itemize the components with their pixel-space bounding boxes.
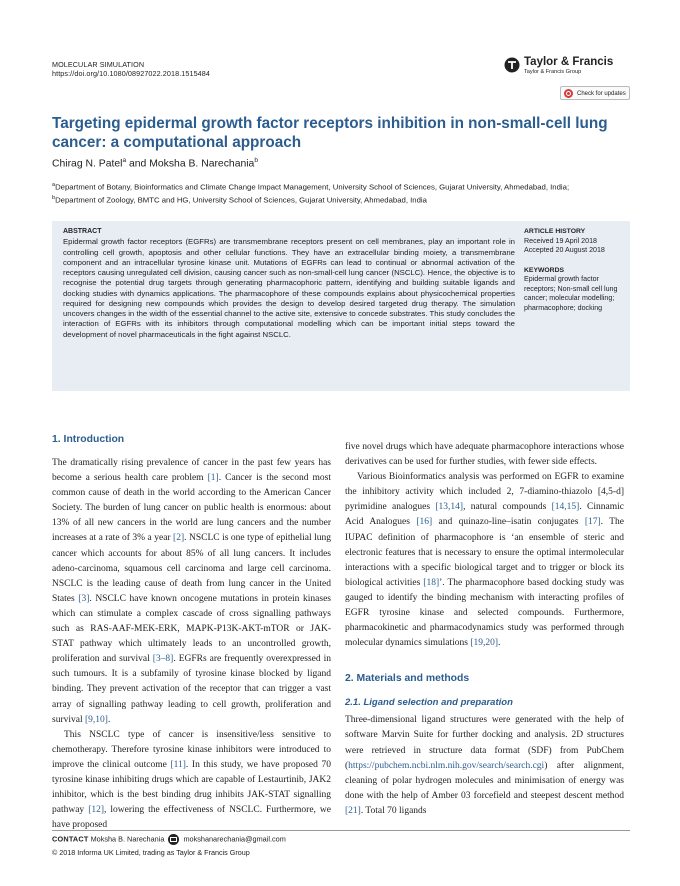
affiliation-text: Department of Botany, Bioinformatics and Climate Change Impact Management, University School of Sciences, Gujarat University, Ahmedabad, India;	[55, 182, 570, 192]
text-run: .	[498, 638, 501, 649]
publisher-logo	[504, 56, 634, 78]
citation-link[interactable]: [1]	[207, 473, 219, 484]
subsection-heading-ligand: 2.1. Ligand selection and preparation	[345, 697, 513, 709]
citation-link[interactable]: [14,15]	[551, 502, 580, 513]
right-column	[345, 440, 624, 819]
text-run: , natural compounds	[463, 502, 552, 513]
citation-link[interactable]: [19,20]	[470, 638, 499, 649]
affiliations	[52, 180, 662, 206]
abstract-heading: ABSTRACT	[63, 228, 102, 235]
text-run: ’. The pharmacophore based docking study was gauged to identify the binding mechanism with interacting profiles of EGFR tyrosine kinase and selected compounds. Furthermore, pharmacokinetic and pharmacodynamics study was performed through molecular dynamics simulations	[345, 577, 624, 649]
citation-link[interactable]: [11]	[170, 759, 186, 770]
citation-link[interactable]: [18]	[423, 577, 440, 588]
check-updates-icon	[564, 89, 573, 98]
author-name[interactable]: Moksha B. Narechania	[149, 158, 255, 170]
section-heading-introduction: 1. Introduction	[52, 434, 125, 445]
text-run: . NSCLC is one type of epithelial lung cancer which accounts for about 85% of all lung cancers. It includes adeno-carcinoma, squamous cell carcinoma and large cell carcinoma. NSCLC is the leading cause of death from lung cancer in the United States	[52, 533, 331, 604]
left-column	[52, 432, 331, 833]
abstract-panel	[52, 221, 630, 391]
text-run: Various Bioinformatics analysis was performed on EGFR to examine the inhibitory activity which included 2, 7-diamino-thiazolo [4,5-d] pyrimidine analogues	[345, 472, 624, 513]
publisher-mark-icon	[504, 57, 520, 73]
affil-marker: b	[52, 194, 56, 201]
article-sidebar	[524, 227, 628, 313]
paragraph: five novel drugs which have adequate pharmacophore interactions whose derivatives can be used for further studies, with fewer side effects.	[345, 442, 624, 468]
author-affil-marker: a	[122, 157, 127, 164]
author-name[interactable]: Chirag N. Patel	[52, 158, 123, 170]
pubchem-link[interactable]: https://pubchem.ncbi.nlm.nih.gov/search/search.cgi	[348, 760, 545, 771]
accepted-date: Accepted 20 August 2018	[524, 246, 605, 254]
text-run: . Total 70 ligands	[360, 805, 427, 816]
journal-header	[52, 60, 210, 78]
citation-link[interactable]: [3–8]	[152, 654, 174, 665]
contact-label: CONTACT	[52, 834, 89, 844]
paragraph	[52, 728, 331, 834]
received-date: Received 19 April 2018	[524, 236, 597, 245]
text-run: . Cinnamic Acid Analogues	[345, 502, 624, 528]
citation-link[interactable]: [9,10]	[84, 714, 108, 725]
citation-link[interactable]: [13,14]	[435, 502, 464, 513]
text-run: , lowering the effectiveness of NSCLC. Furthermore, we have proposed	[52, 805, 331, 831]
history-heading: ARTICLE HISTORY	[524, 228, 586, 235]
journal-name: MOLECULAR SIMULATION	[52, 60, 145, 69]
text-run: . Cancer is the second most common cause of death in the world according to the American Cancer Society. The burden of lung cancer on public health is enormous: about 13% of all new cancers in the world are lung cancers and the number increases at a rate of 3% a year	[52, 473, 331, 544]
text-run: . EGFRs are frequently overexpressed in such tumours. It is a subfamily of tyrosine kinase blocked by ligand binding. They prevent activation of the receptor that can trigger a vast array of signalling pathway leading to cell growth, proliferation and survival	[52, 654, 331, 725]
citation-link[interactable]: [2]	[173, 533, 185, 544]
text-run: . NSCLC have known oncogene mutations in protein kinases which can stimulate a complex cascade of cross signalling pathways such as RAS-AAF-MEK-ERK, MAPK-P13K-AKT-mTOR or JAK-STAT pathway which ultimately leads to an uncontrolled growth, proliferation and survival	[52, 593, 331, 665]
publisher-group: Taylor & Francis Group	[524, 69, 582, 75]
paragraph	[345, 470, 624, 651]
text-run: Three-dimensional ligand structures were generated with the help of software Marvin Suite for further docking and analysis. 2D structures were retrieved in structure data format (SDF) from PubChem (	[345, 715, 624, 771]
citation-link[interactable]: [12]	[88, 805, 105, 816]
contact-line	[52, 834, 286, 845]
keywords-list: Epidermal growth factor receptors; Non-small cell lung cancer; molecular modelling; pharmacophore; docking	[524, 275, 618, 312]
affiliation-b	[52, 193, 662, 206]
section-heading-methods: 2. Materials and methods	[345, 673, 470, 685]
text-run: . In this study, we have proposed 70 tyrosine kinase inhibiting drugs which are capable of Lestaurtinib, JAK2 inhibitor, which is the best binding drug inhibits JAK-STAT signalling pathway	[52, 759, 331, 816]
text-run: The dramatically rising prevalence of cancer in the past few years has become a serious health care problem	[52, 458, 331, 484]
abstract-body: Epidermal growth factor receptors (EGFRs) are transmembrane receptors present on cell membranes, play an important role in controlling cell growth, apoptosis and other cellular functions. They have an extracellular binding moiety, a transmembrane component and an intracellular tyrosine kinase unit. Mutations of EGFRs can lead to continual or abnormal activation of the receptors causing unregulated cell division, causing cancer such as non-small-cell lung cancer (NSCLC). Hence, the objective is to recognise the potential drug targets through generating pharmacophoric pattern, identifying and building suitable ligands and docking studies with dynamics applications. The pharmacophore of these compounds explains about physicochemical properties required for designing new compounds which provides the design to develop desired targeted drug therapy. The simulation uncovers changes in the width of the essential channel to the active site, extensive to concede substrates. This study concludes the interaction of EGFRs with its inhibitors through computational modelling which can be important initial steps toward the development of novel pharmaceuticals in the fight against NSCLC.	[63, 237, 515, 339]
author-list	[52, 157, 258, 169]
contact-email[interactable]: mokshanarechania@gmail.com	[183, 834, 286, 844]
text-run: . The IUPAC definition of pharmacophore is ‘an ensemble of steric and electronic features that is necessary to ensure the optimal intermolecular interactions with a specific biological target and to trigger or block its biological activities	[345, 517, 624, 588]
text-run: .	[107, 714, 111, 725]
citation-link[interactable]: [21]	[345, 805, 361, 816]
affiliation-text: Department of Zoology, BMTC and HG, University School of Sciences, Gujarat University, Ahmedabad, India	[55, 195, 427, 205]
text-run: and quinazo-line–isatin conjugates	[432, 517, 585, 528]
contact-name: Moksha B. Narechania	[90, 834, 165, 844]
publisher-name: Taylor & Francis	[524, 56, 614, 68]
citation-link[interactable]: [3]	[78, 593, 90, 604]
copyright-notice: © 2018 Informa UK Limited, trading as Taylor & Francis Group	[52, 848, 250, 857]
paragraph	[52, 456, 331, 728]
check-updates-label: Check for updates	[577, 91, 626, 97]
check-updates-button[interactable]	[560, 86, 630, 100]
article-title: Targeting epidermal growth factor receptors inhibition in non-small-cell lung cancer: a computational approach	[52, 115, 608, 151]
doi-link[interactable]: https://doi.org/10.1080/08927022.2018.1515484	[52, 69, 210, 78]
citation-link[interactable]: [16]	[416, 517, 433, 528]
footer-divider	[52, 830, 630, 831]
paragraph	[345, 713, 624, 819]
text-run: This NSCLC type of cancer is insensitive/less sensitive to chemotherapy. Therefore tyrosine kinase inhibitors were introduced to improve the clinical outcome	[52, 729, 331, 770]
author-conjunction: and	[128, 158, 147, 170]
author-affil-marker: b	[254, 157, 258, 164]
email-icon	[168, 834, 179, 845]
text-run: ) after alignment, cleaning of polar hydrogen molecules and minimisation of energy was done with the help of Amber 03 forcefield and steepest descent method	[345, 760, 624, 801]
affil-marker: a	[52, 182, 56, 188]
affiliation-a	[52, 180, 662, 193]
abstract	[63, 227, 515, 340]
citation-link[interactable]: [17]	[584, 517, 601, 528]
keywords-heading: KEYWORDS	[524, 266, 565, 274]
